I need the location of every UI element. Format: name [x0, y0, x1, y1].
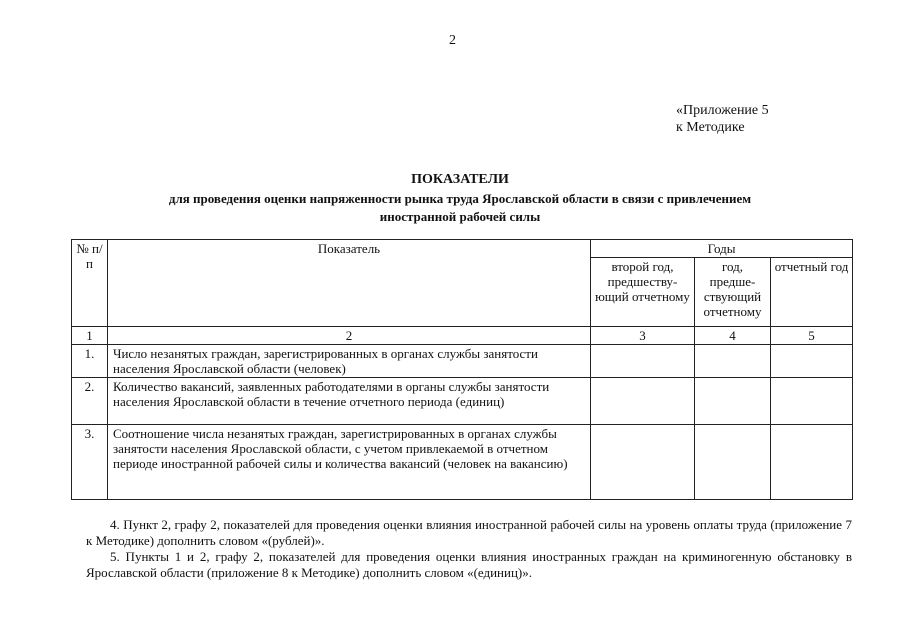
header-col5: отчетный год: [771, 258, 853, 327]
column-number: 5: [771, 327, 853, 345]
title-heading: ПОКАЗАТЕЛИ: [411, 172, 509, 187]
appendix-reference: [676, 102, 769, 136]
amendment-paragraphs: [86, 517, 852, 581]
empty-cell: [771, 425, 853, 500]
empty-cell: [695, 425, 771, 500]
table-row: [72, 425, 853, 500]
column-number: 1: [72, 327, 108, 345]
header-num: № п/п: [72, 240, 108, 327]
row-indicator-text: Число незанятых граждан, зарегистрированных в органах службы занятости населения Ярославской области (человек): [108, 345, 591, 378]
column-number: 3: [591, 327, 695, 345]
row-indicator-text: Количество вакансий, заявленных работодателями в органы службы занятости населения Ярославской области в течение отчетного периода (единиц): [108, 378, 591, 425]
empty-cell: [591, 378, 695, 425]
page-number: 2: [449, 33, 456, 48]
row-number: 2.: [72, 378, 108, 425]
paragraph-4: 4. Пункт 2, графу 2, показателей для проведения оценки влияния иностранной рабочей силы на уровень оплаты труда (приложение 7 к Методике) дополнить словом «(рублей)».: [86, 517, 852, 548]
empty-cell: [695, 345, 771, 378]
header-col4: год, предше-ствующий отчетному: [695, 258, 771, 327]
empty-cell: [771, 345, 853, 378]
header-col3: второй год, предшеству-ющий отчетному: [591, 258, 695, 327]
title-subheading-line-2: иностранной рабочей силы: [379, 209, 541, 224]
table-header-row: [72, 240, 853, 258]
appendix-line-1: «Приложение 5: [676, 103, 769, 118]
paragraph-5: 5. Пункты 1 и 2, графу 2, показателей для проведения оценки влияния иностранных граждан на криминогенную обстановку в Ярославской области (приложение 8 к Методике) дополнить словом «(единиц)».: [86, 549, 852, 580]
empty-cell: [591, 425, 695, 500]
document-title: [100, 171, 820, 225]
row-indicator-text: Соотношение числа незанятых граждан, зарегистрированных в органах службы занятости населения Ярославской области, с учетом привлекаемой в отчетном периоде иностранной рабочей силы и количества вакансий (человек на вакансию): [108, 425, 591, 500]
empty-cell: [695, 378, 771, 425]
row-number: 1.: [72, 345, 108, 378]
empty-cell: [771, 378, 853, 425]
header-years: Годы: [591, 240, 853, 258]
title-subheading-line-1: для проведения оценки напряженности рынка труда Ярославской области в связи с привлечением: [168, 191, 752, 206]
column-number-row: [72, 327, 853, 345]
column-number: 4: [695, 327, 771, 345]
table-row: [72, 345, 853, 378]
header-indicator: Показатель: [108, 240, 591, 327]
table-row: [72, 378, 853, 425]
indicators-table: [71, 239, 853, 500]
empty-cell: [591, 345, 695, 378]
row-number: 3.: [72, 425, 108, 500]
appendix-line-2: к Методике: [676, 120, 745, 135]
column-number: 2: [108, 327, 591, 345]
